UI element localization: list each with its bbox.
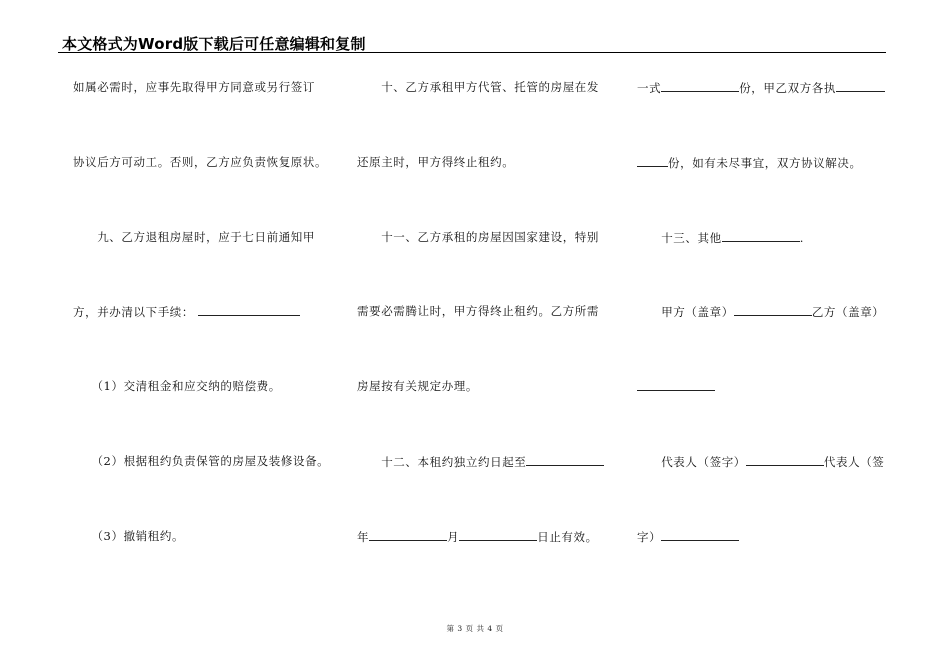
text-line: 房屋按有关规定办理。	[357, 379, 478, 393]
text-line	[357, 454, 604, 469]
text-segment: 代表人（签字）	[637, 455, 746, 469]
text-column-1	[73, 0, 333, 672]
fill-in-blank	[746, 454, 824, 466]
text-segment: 十二、本租约独立约日起至	[357, 455, 527, 469]
text-segment: 一式	[637, 81, 662, 95]
text-segment: 乙方（盖章）	[811, 305, 885, 319]
fill-in-blank	[637, 379, 715, 391]
text-segment: 方，并办清以下手续：	[73, 305, 194, 319]
text-column-3	[637, 0, 887, 672]
fill-in-blank	[526, 454, 604, 466]
text-line: （3）撤销租约。	[73, 529, 185, 543]
fill-in-blank	[661, 529, 739, 541]
fill-in-blank	[734, 304, 812, 316]
text-line	[637, 230, 804, 245]
text-segment: 十三、其他	[637, 231, 722, 245]
text-line	[637, 155, 862, 170]
text-line: 十、乙方承租甲方代管、托管的房屋在发	[357, 80, 599, 94]
text-segment: 日止有效。	[537, 530, 598, 544]
text-line: 协议后方可动工。否则，乙方应负责恢复原状。	[73, 155, 328, 169]
fill-in-blank	[661, 80, 739, 92]
text-segment: 月	[447, 530, 460, 544]
fill-in-blank	[637, 155, 668, 167]
text-segment: 份，甲乙双方各执	[739, 81, 837, 95]
text-line	[637, 80, 885, 95]
text-line	[357, 529, 598, 544]
text-segment: 字）	[637, 530, 662, 544]
text-line: 十一、乙方承租的房屋因国家建设，特别	[357, 230, 599, 244]
text-segment: 甲方（盖章）	[637, 305, 734, 319]
text-segment: 年	[357, 530, 370, 544]
text-column-2	[357, 0, 617, 672]
text-line	[637, 304, 884, 319]
document-header-title: 本文格式为Word版下载后可任意编辑和复制	[62, 35, 366, 53]
text-line: （1）交清租金和应交纳的赔偿费。	[73, 379, 281, 393]
text-line: 九、乙方退租房屋时，应于七日前通知甲	[73, 230, 315, 244]
text-line: 还原主时，甲方得终止租约。	[357, 155, 515, 169]
fill-in-blank	[198, 304, 300, 316]
text-segment: 代表人（签	[823, 455, 885, 469]
fill-in-blank	[369, 529, 447, 541]
text-line	[637, 454, 884, 469]
fill-in-blank	[722, 230, 800, 242]
text-line: （2）根据租约负责保管的房屋及装修设备。	[73, 454, 330, 468]
text-segment: 份，如有未尽事宜，双方协议解决。	[668, 156, 862, 170]
fill-in-blank	[836, 80, 885, 92]
text-line	[637, 379, 715, 394]
page-number: 第 3 页 共 4 页	[446, 624, 504, 633]
text-line	[73, 304, 300, 319]
text-line	[637, 529, 739, 544]
text-line: 如属必需时，应事先取得甲方同意或另行签订	[73, 80, 315, 94]
fill-in-blank	[459, 529, 537, 541]
text-line: 需要必需腾让时，甲方得终止租约。乙方所需	[357, 304, 599, 318]
text-segment: .	[799, 231, 804, 245]
